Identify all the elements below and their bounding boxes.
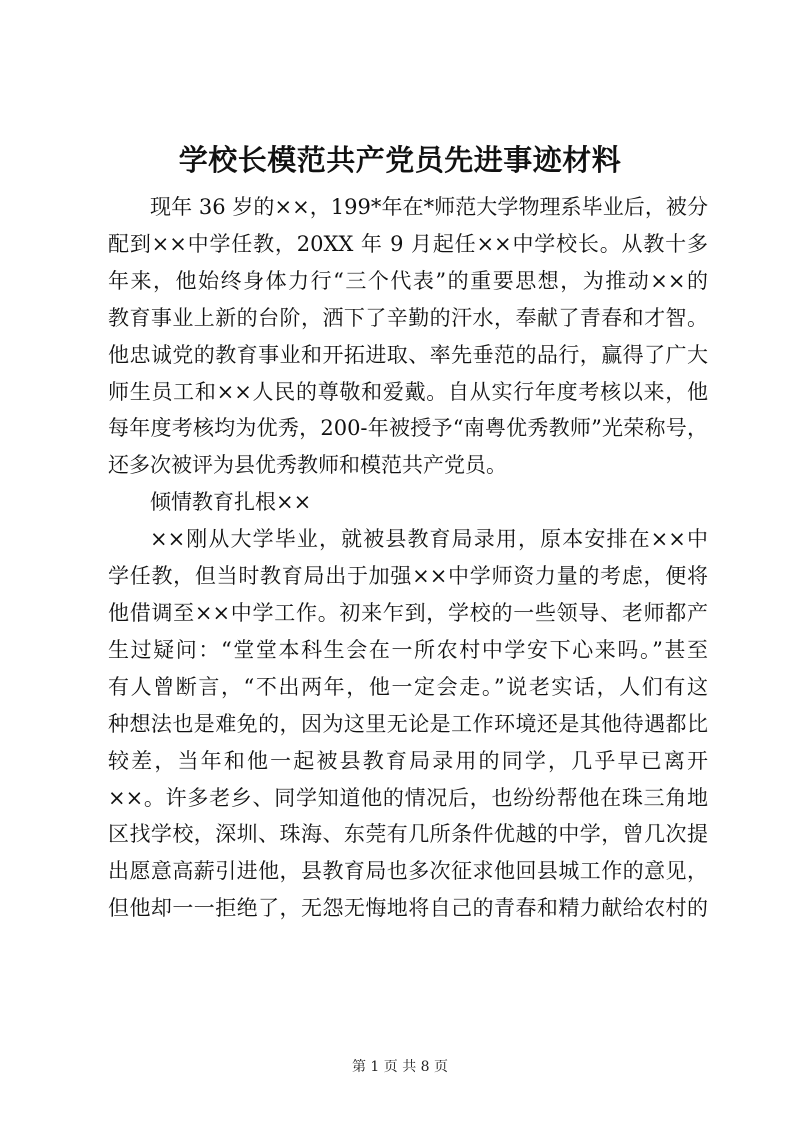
document-title: 学校长模范共产党员先进事迹材料 bbox=[178, 143, 622, 177]
paragraph-1 bbox=[108, 189, 708, 484]
document-body bbox=[108, 189, 708, 927]
paragraph-line: 每年度考核均为优秀，200-年被授予“南粤优秀教师”光荣称号， bbox=[108, 416, 708, 441]
section-heading bbox=[108, 484, 708, 521]
paragraph-line: 有人曾断言，“不出两年，他一定会走。”说老实话，人们有这 bbox=[108, 674, 708, 699]
paragraph-line: ××。许多老乡、同学知道他的情况后，也纷纷帮他在珠三角地 bbox=[108, 785, 708, 810]
paragraph-line: 教育事业上新的台阶，洒下了辛勤的汗水，奉献了青春和才智。 bbox=[108, 305, 708, 330]
section-heading-text: 倾情教育扎根×× bbox=[150, 490, 312, 515]
paragraph-line: 出愿意高薪引进他，县教育局也多次征求他回县城工作的意见， bbox=[108, 859, 708, 884]
paragraph-line: ××刚从大学毕业，就被县教育局录用，原本安排在××中 bbox=[150, 527, 708, 552]
paragraph-line: 但他却一一拒绝了，无怨无悔地将自己的青春和精力献给农村的 bbox=[108, 896, 708, 921]
paragraph-line: 种想法也是难免的，因为这里无论是工作环境还是其他待遇都比 bbox=[108, 711, 708, 736]
paragraph-line: 区找学校，深圳、珠海、东莞有几所条件优越的中学，曾几次提 bbox=[108, 822, 708, 847]
paragraph-line: 配到××中学任教，20XX 年 9 月起任××中学校长。从教十多 bbox=[108, 231, 708, 256]
paragraph-3 bbox=[108, 521, 708, 927]
paragraph-line: 生过疑问：“堂堂本科生会在一所农村中学安下心来吗。”甚至 bbox=[108, 637, 708, 662]
page-footer: 第 1 页 共 8 页 bbox=[351, 1059, 449, 1075]
paragraph-line: 年来，他始终身体力行“三个代表”的重要思想，为推动××的 bbox=[108, 268, 708, 293]
paragraph-line: 现年 36 岁的××，199*年在*师范大学物理系毕业后，被分 bbox=[150, 195, 708, 219]
paragraph-line: 还多次被评为县优秀教师和模范共产党员。 bbox=[108, 453, 507, 478]
paragraph-line: 师生员工和××人民的尊敬和爱戴。自从实行年度考核以来，他 bbox=[108, 379, 708, 404]
paragraph-line: 较差，当年和他一起被县教育局录用的同学，几乎早已离开 bbox=[108, 748, 708, 773]
paragraph-line: 他忠诚党的教育事业和开拓进取、率先垂范的品行，赢得了广大 bbox=[108, 342, 708, 367]
paragraph-line: 学任教，但当时教育局出于加强××中学师资力量的考虑，便将 bbox=[108, 564, 708, 589]
paragraph-line: 他借调至××中学工作。初来乍到，学校的一些领导、老师都产 bbox=[108, 600, 708, 625]
